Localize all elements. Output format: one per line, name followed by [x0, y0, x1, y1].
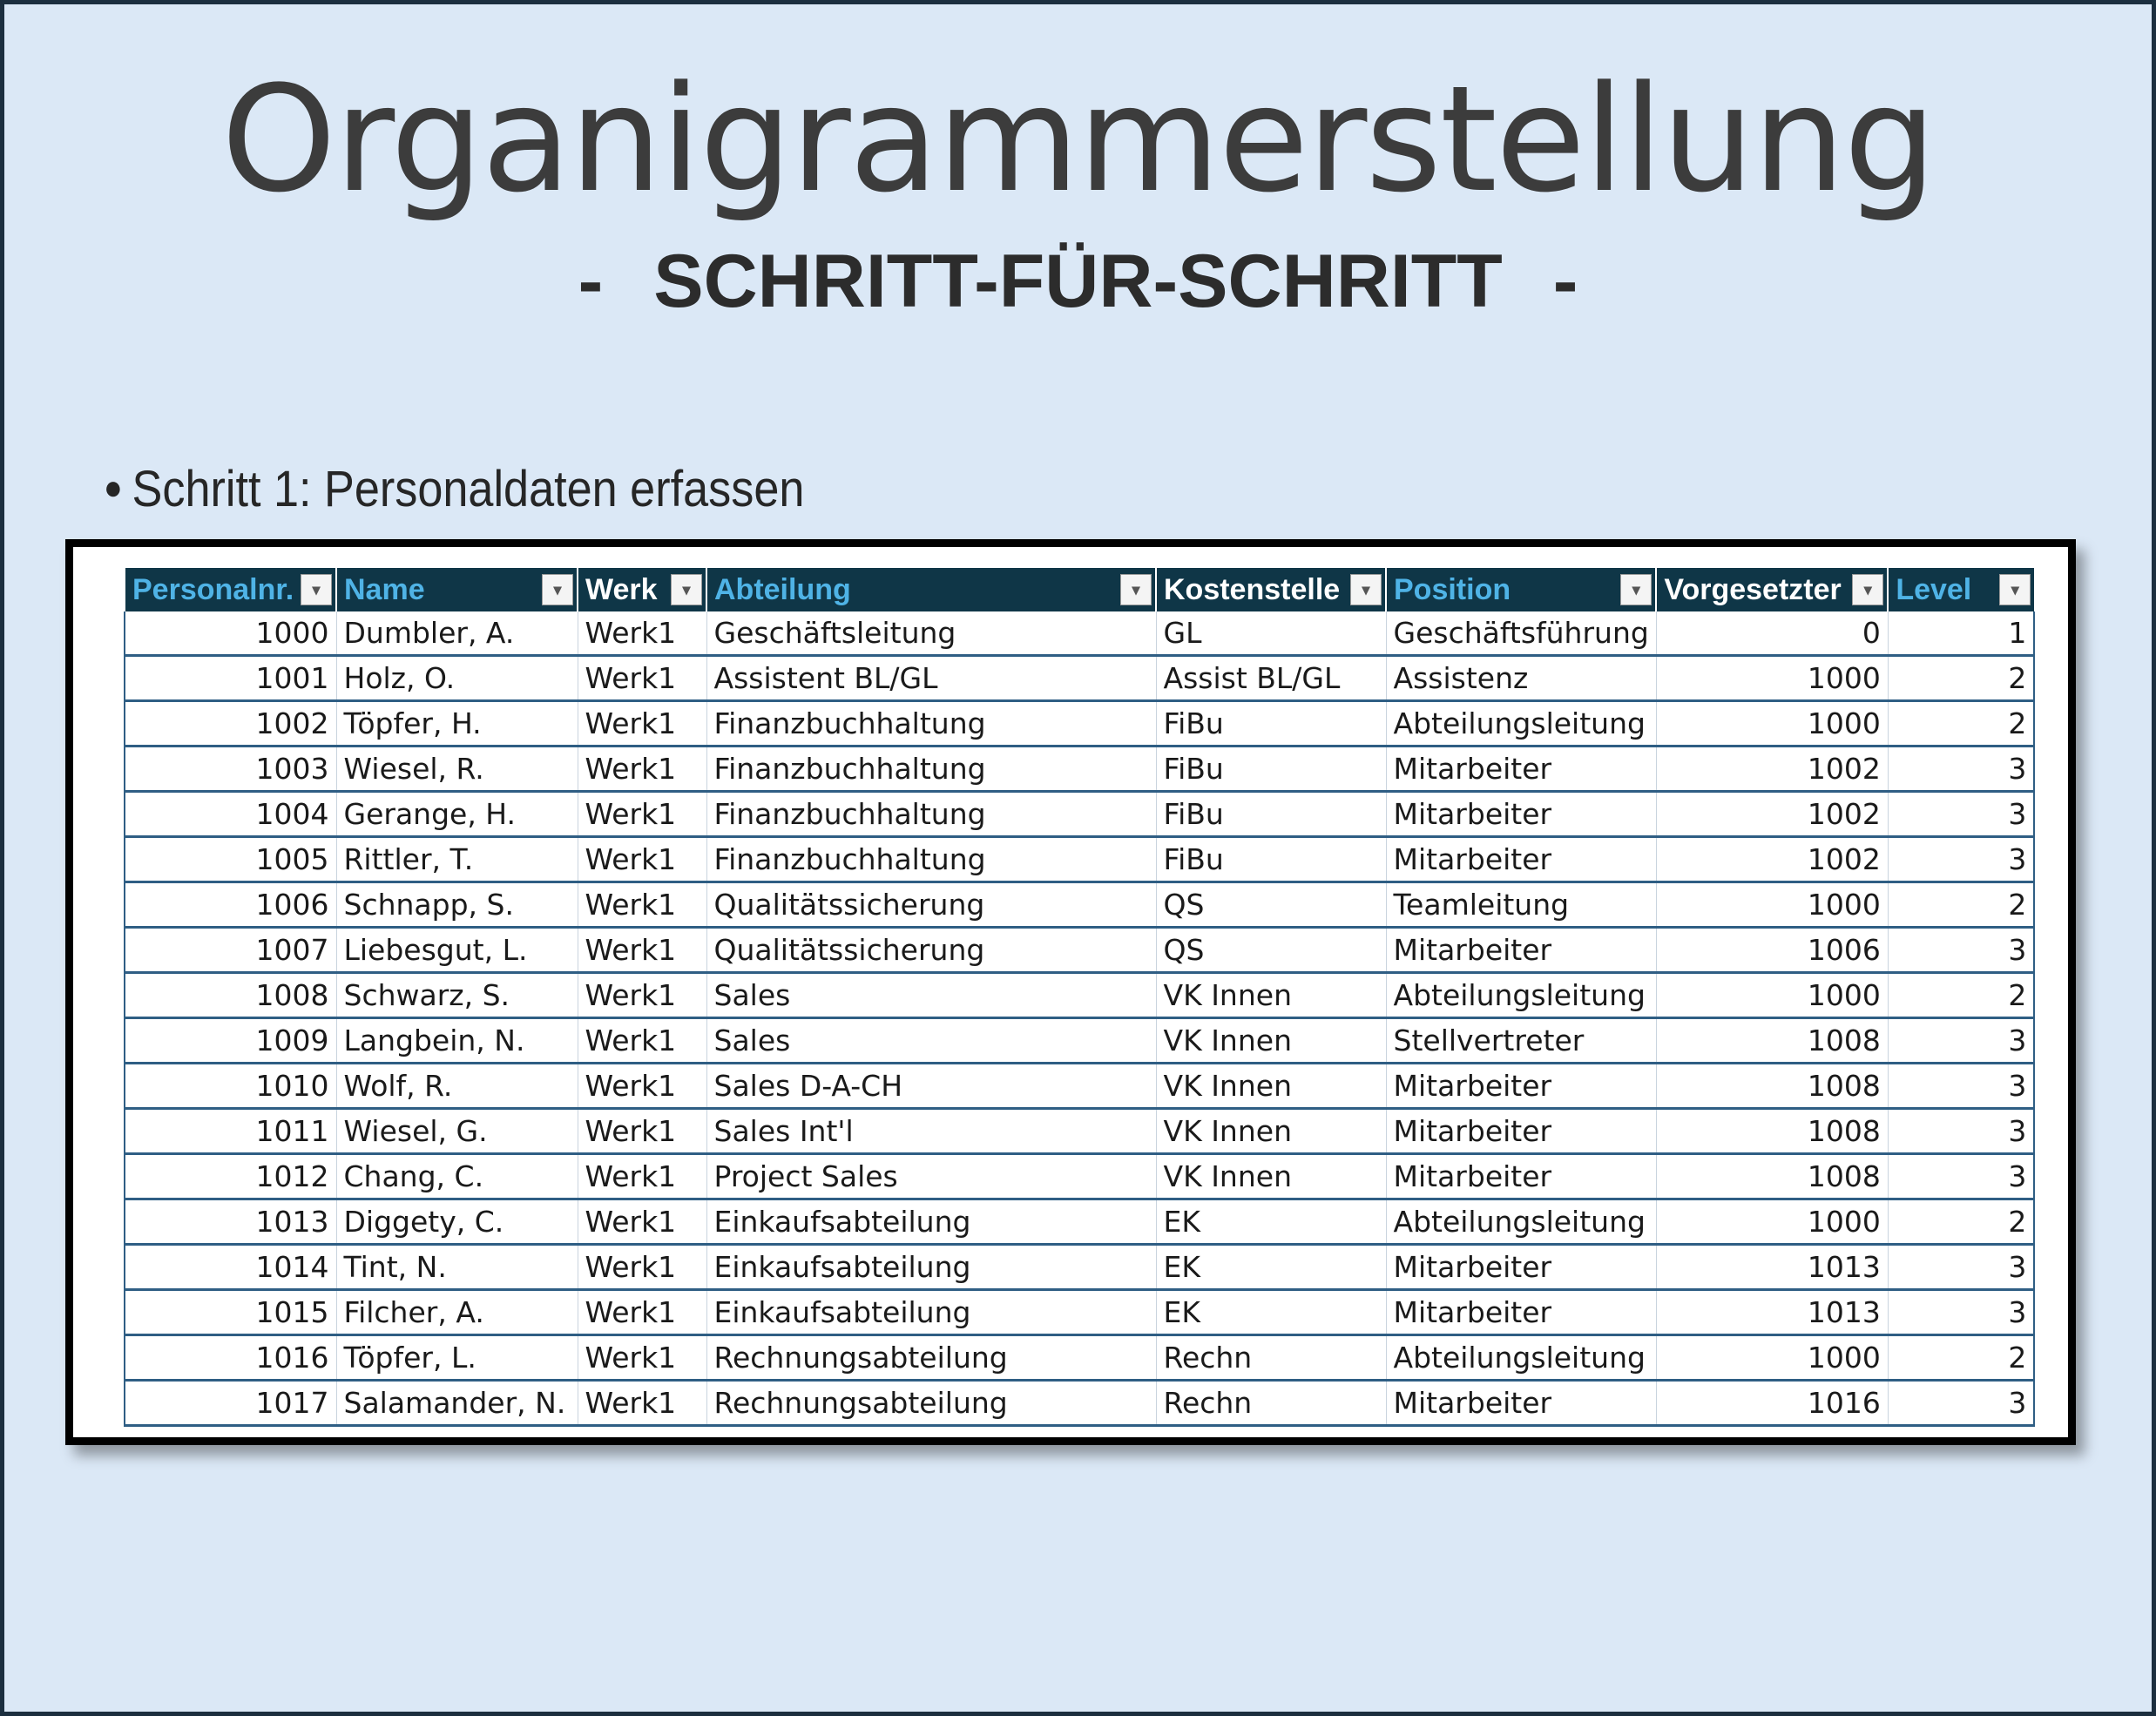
cell-vorgesetzter[interactable]: 1016: [1656, 1381, 1888, 1426]
cell-werk[interactable]: Werk1: [578, 611, 706, 656]
cell-name[interactable]: Wolf, R.: [336, 1064, 578, 1109]
filter-dropdown-icon[interactable]: ▾: [1852, 574, 1883, 605]
cell-werk[interactable]: Werk1: [578, 701, 706, 747]
cell-level[interactable]: 2: [1888, 656, 2034, 701]
table-row[interactable]: [125, 701, 2034, 747]
cell-level[interactable]: 3: [1888, 1154, 2034, 1199]
cell-personalnr[interactable]: 1001: [125, 656, 336, 701]
cell-personalnr[interactable]: 1014: [125, 1245, 336, 1290]
cell-personalnr[interactable]: 1004: [125, 792, 336, 837]
cell-kostenstelle[interactable]: EK: [1156, 1199, 1386, 1245]
cell-werk[interactable]: Werk1: [578, 1109, 706, 1154]
cell-abteilung[interactable]: Sales D-A-CH: [706, 1064, 1156, 1109]
cell-werk[interactable]: Werk1: [578, 1245, 706, 1290]
cell-level[interactable]: 2: [1888, 701, 2034, 747]
cell-level[interactable]: 3: [1888, 792, 2034, 837]
cell-abteilung[interactable]: Einkaufsabteilung: [706, 1199, 1156, 1245]
cell-kostenstelle[interactable]: EK: [1156, 1245, 1386, 1290]
column-header-name: [336, 568, 578, 611]
column-header-label: Kostenstelle: [1164, 573, 1341, 607]
cell-kostenstelle[interactable]: QS: [1156, 928, 1386, 973]
cell-kostenstelle[interactable]: FiBu: [1156, 747, 1386, 792]
cell-werk[interactable]: Werk1: [578, 1335, 706, 1381]
table-row[interactable]: [125, 1154, 2034, 1199]
column-header-level: [1888, 568, 2034, 611]
table-row[interactable]: [125, 1018, 2034, 1064]
cell-personalnr[interactable]: 1015: [125, 1290, 336, 1335]
cell-position[interactable]: Abteilungsleitung: [1386, 1335, 1656, 1381]
cell-kostenstelle[interactable]: Rechn: [1156, 1381, 1386, 1426]
cell-abteilung[interactable]: Geschäftsleitung: [706, 611, 1156, 656]
cell-position[interactable]: Mitarbeiter: [1386, 1064, 1656, 1109]
cell-vorgesetzter[interactable]: 0: [1656, 611, 1888, 656]
cell-kostenstelle[interactable]: GL: [1156, 611, 1386, 656]
cell-level[interactable]: 2: [1888, 1335, 2034, 1381]
table-row[interactable]: [125, 928, 2034, 973]
cell-position[interactable]: Assistenz: [1386, 656, 1656, 701]
cell-abteilung[interactable]: Finanzbuchhaltung: [706, 792, 1156, 837]
table-body: [125, 611, 2034, 1426]
cell-name[interactable]: Holz, O.: [336, 656, 578, 701]
cell-werk[interactable]: Werk1: [578, 1064, 706, 1109]
cell-werk[interactable]: Werk1: [578, 837, 706, 882]
cell-abteilung[interactable]: Rechnungsabteilung: [706, 1381, 1156, 1426]
cell-kostenstelle[interactable]: Rechn: [1156, 1335, 1386, 1381]
filter-dropdown-icon[interactable]: ▾: [1620, 574, 1652, 605]
table-row[interactable]: [125, 1381, 2034, 1426]
cell-vorgesetzter[interactable]: 1006: [1656, 928, 1888, 973]
cell-vorgesetzter[interactable]: 1002: [1656, 747, 1888, 792]
cell-werk[interactable]: Werk1: [578, 1199, 706, 1245]
cell-abteilung[interactable]: Finanzbuchhaltung: [706, 747, 1156, 792]
cell-abteilung[interactable]: Assistent BL/GL: [706, 656, 1156, 701]
cell-werk[interactable]: Werk1: [578, 656, 706, 701]
cell-personalnr[interactable]: 1011: [125, 1109, 336, 1154]
cell-name[interactable]: Diggety, C.: [336, 1199, 578, 1245]
cell-vorgesetzter[interactable]: 1002: [1656, 837, 1888, 882]
cell-name[interactable]: Rittler, T.: [336, 837, 578, 882]
personnel-table: [124, 568, 2035, 1427]
cell-level[interactable]: 2: [1888, 882, 2034, 928]
cell-position[interactable]: Abteilungsleitung: [1386, 1199, 1656, 1245]
cell-kostenstelle[interactable]: EK: [1156, 1290, 1386, 1335]
cell-personalnr[interactable]: 1006: [125, 882, 336, 928]
cell-abteilung[interactable]: Project Sales: [706, 1154, 1156, 1199]
cell-abteilung[interactable]: Finanzbuchhaltung: [706, 837, 1156, 882]
cell-vorgesetzter[interactable]: 1013: [1656, 1290, 1888, 1335]
cell-position[interactable]: Stellvertreter: [1386, 1018, 1656, 1064]
cell-werk[interactable]: Werk1: [578, 928, 706, 973]
cell-position[interactable]: Mitarbeiter: [1386, 1290, 1656, 1335]
cell-position[interactable]: Mitarbeiter: [1386, 1109, 1656, 1154]
bullet-icon: ●: [104, 469, 123, 507]
cell-vorgesetzter[interactable]: 1000: [1656, 1199, 1888, 1245]
column-header-label: Vorgesetzter: [1664, 573, 1842, 607]
cell-vorgesetzter[interactable]: 1008: [1656, 1109, 1888, 1154]
cell-position[interactable]: Mitarbeiter: [1386, 747, 1656, 792]
cell-level[interactable]: 3: [1888, 1018, 2034, 1064]
column-header-kostenstelle: [1156, 568, 1386, 611]
cell-personalnr[interactable]: 1010: [125, 1064, 336, 1109]
cell-personalnr[interactable]: 1009: [125, 1018, 336, 1064]
table-row[interactable]: [125, 747, 2034, 792]
cell-name[interactable]: Schwarz, S.: [336, 973, 578, 1018]
column-header-werk: [578, 568, 706, 611]
cell-abteilung[interactable]: Rechnungsabteilung: [706, 1335, 1156, 1381]
cell-werk[interactable]: Werk1: [578, 973, 706, 1018]
cell-kostenstelle[interactable]: FiBu: [1156, 837, 1386, 882]
cell-vorgesetzter[interactable]: 1000: [1656, 1335, 1888, 1381]
cell-position[interactable]: Mitarbeiter: [1386, 837, 1656, 882]
cell-werk[interactable]: Werk1: [578, 747, 706, 792]
cell-personalnr[interactable]: 1003: [125, 747, 336, 792]
step-heading: [104, 453, 804, 524]
filter-dropdown-icon[interactable]: ▾: [1350, 574, 1382, 605]
cell-abteilung[interactable]: Sales: [706, 973, 1156, 1018]
table-row[interactable]: [125, 837, 2034, 882]
cell-abteilung[interactable]: Qualitätssicherung: [706, 882, 1156, 928]
table-row[interactable]: [125, 1245, 2034, 1290]
cell-name[interactable]: Wiesel, G.: [336, 1109, 578, 1154]
subtitle-dash-left: -: [578, 240, 604, 323]
cell-vorgesetzter[interactable]: 1008: [1656, 1154, 1888, 1199]
cell-vorgesetzter[interactable]: 1000: [1656, 656, 1888, 701]
cell-abteilung[interactable]: Sales: [706, 1018, 1156, 1064]
column-header-personalnr: [125, 568, 336, 611]
cell-werk[interactable]: Werk1: [578, 1154, 706, 1199]
cell-position[interactable]: Abteilungsleitung: [1386, 973, 1656, 1018]
cell-werk[interactable]: Werk1: [578, 1018, 706, 1064]
cell-kostenstelle[interactable]: Assist BL/GL: [1156, 656, 1386, 701]
cell-abteilung[interactable]: Einkaufsabteilung: [706, 1245, 1156, 1290]
cell-kostenstelle[interactable]: VK Innen: [1156, 973, 1386, 1018]
column-header-label: Abteilung: [714, 573, 851, 607]
cell-level[interactable]: 3: [1888, 1290, 2034, 1335]
table-row[interactable]: [125, 656, 2034, 701]
step-label: Schritt 1: Personaldaten erfassen: [132, 461, 805, 517]
cell-personalnr[interactable]: 1012: [125, 1154, 336, 1199]
cell-vorgesetzter[interactable]: 1000: [1656, 973, 1888, 1018]
cell-kostenstelle[interactable]: VK Innen: [1156, 1018, 1386, 1064]
cell-abteilung[interactable]: Qualitätssicherung: [706, 928, 1156, 973]
cell-vorgesetzter[interactable]: 1008: [1656, 1018, 1888, 1064]
table-row[interactable]: [125, 1199, 2034, 1245]
cell-name[interactable]: Wiesel, R.: [336, 747, 578, 792]
cell-kostenstelle[interactable]: VK Innen: [1156, 1109, 1386, 1154]
cell-name[interactable]: Gerange, H.: [336, 792, 578, 837]
cell-name[interactable]: Töpfer, H.: [336, 701, 578, 747]
table-row[interactable]: [125, 1109, 2034, 1154]
cell-position[interactable]: Mitarbeiter: [1386, 928, 1656, 973]
cell-werk[interactable]: Werk1: [578, 792, 706, 837]
cell-position[interactable]: Mitarbeiter: [1386, 792, 1656, 837]
column-header-label: Level: [1896, 573, 1972, 607]
cell-position[interactable]: Teamleitung: [1386, 882, 1656, 928]
cell-position[interactable]: Mitarbeiter: [1386, 1245, 1656, 1290]
cell-name[interactable]: Schnapp, S.: [336, 882, 578, 928]
table-row[interactable]: [125, 1335, 2034, 1381]
table-row[interactable]: [125, 792, 2034, 837]
cell-level[interactable]: 3: [1888, 1245, 2034, 1290]
cell-name[interactable]: Töpfer, L.: [336, 1335, 578, 1381]
cell-level[interactable]: 3: [1888, 1381, 2034, 1426]
cell-personalnr[interactable]: 1002: [125, 701, 336, 747]
cell-abteilung[interactable]: Einkaufsabteilung: [706, 1290, 1156, 1335]
page-subtitle: [4, 238, 2152, 325]
cell-personalnr[interactable]: 1007: [125, 928, 336, 973]
table-header-row: [125, 568, 2034, 611]
column-header-label: Position: [1394, 573, 1511, 607]
cell-werk[interactable]: Werk1: [578, 882, 706, 928]
cell-name[interactable]: Chang, C.: [336, 1154, 578, 1199]
cell-name[interactable]: Liebesgut, L.: [336, 928, 578, 973]
cell-name[interactable]: Tint, N.: [336, 1245, 578, 1290]
cell-kostenstelle[interactable]: FiBu: [1156, 701, 1386, 747]
cell-kostenstelle[interactable]: VK Innen: [1156, 1064, 1386, 1109]
cell-level[interactable]: 3: [1888, 747, 2034, 792]
column-header-vorgesetzter: [1656, 568, 1888, 611]
cell-vorgesetzter[interactable]: 1000: [1656, 882, 1888, 928]
table-row[interactable]: [125, 611, 2034, 656]
cell-kostenstelle[interactable]: QS: [1156, 882, 1386, 928]
subtitle-text: SCHRITT-FÜR-SCHRITT: [653, 240, 1503, 323]
cell-abteilung[interactable]: Sales Int'l: [706, 1109, 1156, 1154]
cell-vorgesetzter[interactable]: 1002: [1656, 792, 1888, 837]
filter-dropdown-icon[interactable]: ▾: [1999, 574, 2031, 605]
spreadsheet-screenshot: [65, 539, 2076, 1445]
column-header-abteilung: [706, 568, 1156, 611]
cell-werk[interactable]: Werk1: [578, 1290, 706, 1335]
cell-werk[interactable]: Werk1: [578, 1381, 706, 1426]
cell-personalnr[interactable]: 1008: [125, 973, 336, 1018]
column-header-position: [1386, 568, 1656, 611]
cell-abteilung[interactable]: Finanzbuchhaltung: [706, 701, 1156, 747]
cell-kostenstelle[interactable]: VK Innen: [1156, 1154, 1386, 1199]
cell-level[interactable]: 3: [1888, 1109, 2034, 1154]
column-header-label: Name: [344, 573, 425, 607]
cell-personalnr[interactable]: 1005: [125, 837, 336, 882]
filter-dropdown-icon[interactable]: ▾: [1120, 574, 1152, 605]
cell-position[interactable]: Abteilungsleitung: [1386, 701, 1656, 747]
table-row[interactable]: [125, 882, 2034, 928]
cell-position[interactable]: Mitarbeiter: [1386, 1381, 1656, 1426]
cell-name[interactable]: Langbein, N.: [336, 1018, 578, 1064]
table-row[interactable]: [125, 1290, 2034, 1335]
filter-dropdown-icon[interactable]: ▾: [542, 574, 573, 605]
table-row[interactable]: [125, 973, 2034, 1018]
cell-level[interactable]: 1: [1888, 611, 2034, 656]
page-title: Organigrammerstellung: [220, 54, 1936, 225]
cell-level[interactable]: 3: [1888, 837, 2034, 882]
column-header-label: Werk: [585, 573, 658, 607]
cell-vorgesetzter[interactable]: 1000: [1656, 701, 1888, 747]
cell-vorgesetzter[interactable]: 1013: [1656, 1245, 1888, 1290]
cell-name[interactable]: Salamander, N.: [336, 1381, 578, 1426]
filter-dropdown-icon[interactable]: ▾: [671, 574, 702, 605]
cell-personalnr[interactable]: 1017: [125, 1381, 336, 1426]
subtitle-dash-right: -: [1552, 240, 1578, 323]
table-row[interactable]: [125, 1064, 2034, 1109]
cell-vorgesetzter[interactable]: 1008: [1656, 1064, 1888, 1109]
cell-level[interactable]: 3: [1888, 1064, 2034, 1109]
cell-kostenstelle[interactable]: FiBu: [1156, 792, 1386, 837]
cell-name[interactable]: Dumbler, A.: [336, 611, 578, 656]
cell-name[interactable]: Filcher, A.: [336, 1290, 578, 1335]
filter-dropdown-icon[interactable]: ▾: [301, 574, 332, 605]
cell-personalnr[interactable]: 1013: [125, 1199, 336, 1245]
cell-level[interactable]: 2: [1888, 1199, 2034, 1245]
cell-position[interactable]: Geschäftsführung: [1386, 611, 1656, 656]
cell-level[interactable]: 2: [1888, 973, 2034, 1018]
cell-level[interactable]: 3: [1888, 928, 2034, 973]
cell-personalnr[interactable]: 1016: [125, 1335, 336, 1381]
cell-position[interactable]: Mitarbeiter: [1386, 1154, 1656, 1199]
cell-personalnr[interactable]: 1000: [125, 611, 336, 656]
column-header-label: Personalnr.: [132, 573, 294, 607]
